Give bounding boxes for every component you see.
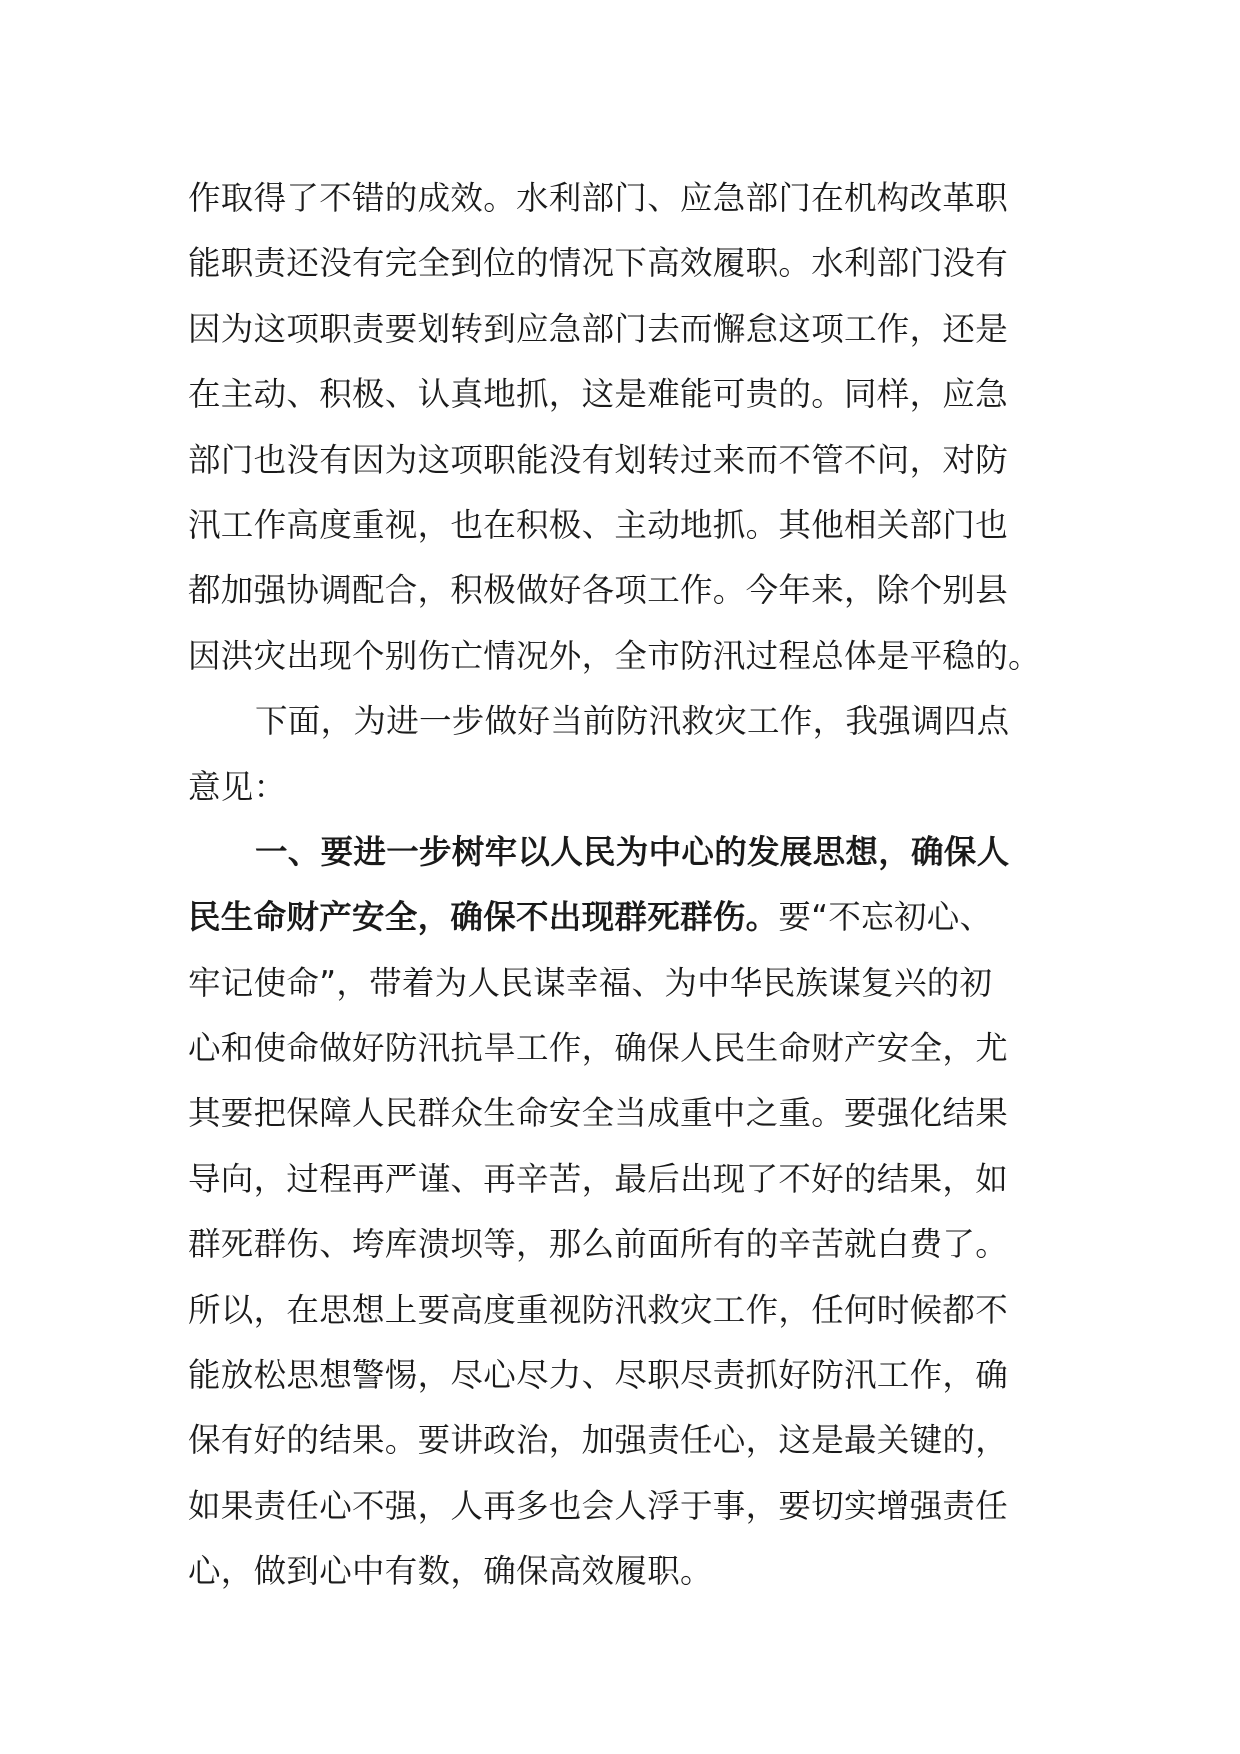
paragraph-line: 作取得了不错的成效。水利部门、应急部门在机构改革职 — [188, 179, 1009, 217]
paragraph-line: 因洪灾出现个别伤亡情况外，全市防汛过程总体是平稳的。 — [188, 636, 1041, 675]
paragraph-text: 要“不忘初心、 — [778, 898, 993, 937]
paragraph-line: 心和使命做好防汛抗旱工作，确保人民生命财产安全，尤 — [188, 1029, 1009, 1068]
document-body — [188, 166, 1068, 1605]
paragraph-line: 如果责任心不强，人再多也会人浮于事，要切实增强责任 — [188, 1486, 1009, 1525]
paragraph-line: 能职责还没有完全到位的情况下高效履职。水利部门没有 — [188, 244, 1009, 283]
paragraph-line: 因为这项职责要划转到应急部门去而懈怠这项工作，还是 — [188, 309, 1009, 348]
paragraph-line: 汛工作高度重视，也在积极、主动地抓。其他相关部门也 — [188, 505, 1009, 544]
paragraph-line: 在主动、积极、认真地抓，这是难能可贵的。同样，应急 — [188, 375, 1009, 414]
paragraph-line: 意见： — [188, 767, 287, 806]
paragraph-line: 都加强协调配合，积极做好各项工作。今年来，除个别县 — [188, 571, 1009, 610]
paragraph-line: 下面，为进一步做好当前防汛救灾工作，我强调四点 — [255, 702, 1010, 741]
paragraph-line: 部门也没有因为这项职能没有划转过来而不管不问，对防 — [188, 440, 1009, 479]
paragraph-line: 保有好的结果。要讲政治，加强责任心，这是最关键的， — [188, 1421, 1009, 1460]
heading-line — [188, 885, 1068, 950]
paragraph-line: 导向，过程再严谨、再辛苦，最后出现了不好的结果，如 — [188, 1159, 1009, 1198]
paragraph-line: 牢记使命”，带着为人民谋幸福、为中华民族谋复兴的初 — [188, 963, 993, 1002]
heading-line: 一、要进一步树牢以人民为中心的发展思想，确保人 — [255, 832, 1010, 871]
heading-continuation: 民生命财产安全，确保不出现群死群伤。 — [188, 898, 779, 937]
paragraph-line: 能放松思想警惕，尽心尽力、尽职尽责抓好防汛工作，确 — [188, 1356, 1009, 1395]
paragraph-line: 所以，在思想上要高度重视防汛救灾工作，任何时候都不 — [188, 1290, 1009, 1329]
paragraph-line: 群死群伤、垮库溃坝等，那么前面所有的辛苦就白费了。 — [188, 1225, 1009, 1264]
paragraph-line: 其要把保障人民群众生命安全当成重中之重。要强化结果 — [188, 1094, 1009, 1133]
paragraph-line: 心，做到心中有数，确保高效履职。 — [188, 1552, 713, 1591]
